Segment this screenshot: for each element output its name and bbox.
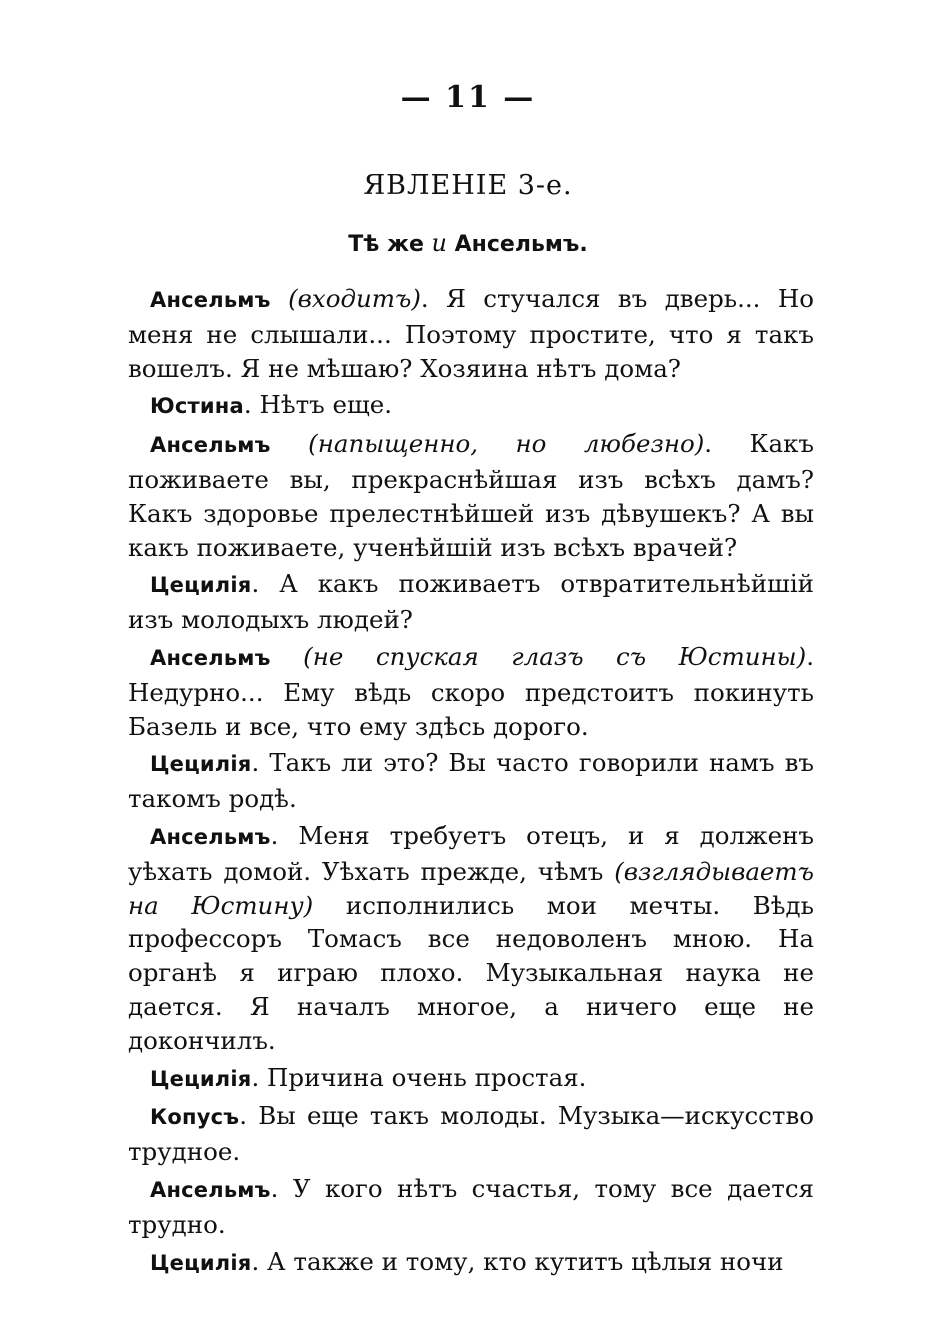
dialogue-line	[128, 819, 814, 1058]
dialogue-line	[128, 1099, 814, 1169]
stage-direction: (входитъ)	[288, 284, 421, 313]
speaker-name: Ансельмъ	[150, 645, 271, 670]
speaker-name: Ансельмъ	[150, 433, 271, 458]
line-text: исполнились мои мечты. Вѣдь профессоръ Томасъ все недоволенъ мною. На органѣ я играю плохо. Музыкальная наука не дается. Я началъ многое, а ничего еще не докончилъ.	[128, 890, 814, 1055]
speaker-name: Ансельмъ	[150, 824, 271, 849]
cast-new: Ансельмъ.	[454, 232, 588, 257]
dialogue-line	[128, 640, 814, 743]
dialogue-line	[128, 388, 814, 424]
line-text: . Такъ ли это? Вы часто говорили намъ въ такомъ родѣ.	[128, 748, 814, 814]
speaker-name: Цецилія	[150, 752, 252, 777]
line-text: . Вы еще такъ молоды. Музыка—искусство трудное.	[128, 1101, 814, 1167]
dialogue-line	[128, 427, 814, 564]
speaker-name: Копусъ	[150, 1105, 240, 1130]
line-text: . Нѣтъ еще.	[243, 390, 393, 420]
dialogue-line	[128, 1061, 814, 1097]
scene-title: ЯВЛЕНІЕ 3-е.	[363, 170, 573, 201]
cast-conjunction: и	[431, 229, 448, 257]
line-text: . Я стучался въ дверь... Но меня не слышали... Поэтому простите, что я такъ вошелъ. Я не мѣшаю? Хозяина нѣтъ дома?	[128, 284, 814, 383]
speaker-name: Цецилія	[150, 1250, 252, 1275]
dialogue-line	[128, 282, 814, 385]
stage-direction: (взглядываетъ на Юстину)	[128, 856, 814, 920]
stage-direction: (напыщенно, но любезно)	[308, 429, 705, 459]
line-text: . А также и тому, кто кутитъ цѣлыя ночи	[251, 1246, 784, 1276]
line-text: . У кого нѣтъ счастья, тому все дается трудно.	[128, 1173, 814, 1239]
cast-existing: Тѣ же	[348, 232, 424, 257]
line-text: . Какъ поживаете вы, прекраснѣйшая изъ всѣхъ дамъ? Какъ здоровье прелестнѣйшей изъ дѣвушекъ? А вы какъ поживаете, ученѣйшій изъ всѣхъ врачей?	[128, 429, 814, 562]
dialogue-line	[128, 1172, 814, 1242]
speaker-name: Юстина	[150, 394, 244, 419]
dialogue-line	[128, 1245, 814, 1281]
dialogue-line	[128, 746, 814, 816]
dialogue-line	[128, 567, 814, 637]
speaker-name: Ансельмъ	[150, 288, 271, 312]
speaker-name: Цецилія	[150, 573, 252, 598]
line-text: . Меня требуетъ отецъ, и я долженъ уѣхать домой. Уѣхать прежде, чѣмъ	[128, 820, 814, 886]
page-number: — 11 —	[400, 80, 536, 115]
line-text: . А какъ поживаетъ отвратительнѣйшій изъ молодыхъ людей?	[128, 569, 814, 635]
line-text: . Причина очень простая.	[251, 1062, 587, 1092]
stage-direction: (не спуская глазъ съ Юстины)	[303, 641, 807, 671]
speaker-name: Ансельмъ	[150, 1177, 271, 1202]
speaker-name: Цецилія	[150, 1066, 252, 1091]
line-text: . Недурно... Ему вѣдь скоро предстоитъ покинуть Базель и все, что ему здѣсь дорого.	[128, 641, 814, 741]
cast-line	[0, 229, 936, 257]
dialogue	[128, 282, 814, 1283]
